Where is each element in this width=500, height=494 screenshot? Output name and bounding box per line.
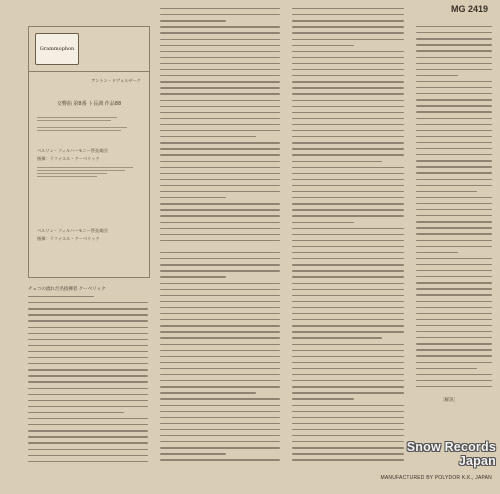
text-line [416, 215, 492, 216]
text-line [28, 333, 148, 334]
text-line [292, 234, 404, 235]
text-line [292, 307, 404, 308]
text-line [416, 282, 492, 283]
text-line [416, 343, 492, 344]
text-line [160, 130, 280, 131]
text-line [292, 337, 382, 338]
text-line [28, 327, 148, 328]
text-line [416, 154, 492, 155]
text-line [160, 32, 280, 33]
text-line [160, 331, 280, 332]
text-line [160, 209, 280, 210]
text-line [292, 283, 404, 284]
text-line [160, 173, 280, 174]
text-line [160, 20, 226, 21]
text-line [160, 435, 280, 436]
credits-block [37, 165, 141, 179]
text-line [292, 429, 404, 430]
performers-1: ベルリン・フィルハーモニー管弦楽団 [37, 148, 108, 153]
box-header [29, 27, 149, 72]
text-line [416, 26, 492, 27]
text-line [416, 87, 492, 88]
text-line [292, 417, 404, 418]
text-line [160, 453, 226, 454]
text-line [292, 350, 404, 351]
text-line [292, 57, 404, 58]
text-line [292, 453, 404, 454]
text-line [416, 166, 492, 167]
text-line [416, 203, 492, 204]
text-line [292, 69, 404, 70]
text-line [160, 154, 280, 155]
text-line [416, 301, 492, 302]
text-line [160, 57, 280, 58]
text-line [292, 148, 404, 149]
text-line [160, 405, 280, 406]
text-line [292, 240, 404, 241]
text-line [160, 63, 280, 64]
text-line [160, 362, 280, 363]
text-line [416, 172, 492, 173]
text-line [160, 234, 280, 235]
text-line [416, 368, 477, 369]
text-line [292, 81, 404, 82]
text-line [28, 345, 148, 346]
text-line [160, 87, 280, 88]
text-line [160, 319, 280, 320]
text-line [292, 20, 404, 21]
text-line [160, 14, 280, 15]
text-line [292, 167, 404, 168]
text-line [416, 331, 492, 332]
text-line [160, 106, 280, 107]
text-line [416, 264, 492, 265]
text-line [292, 270, 404, 271]
text-line [416, 307, 492, 308]
text-line [160, 289, 280, 290]
text-line [292, 136, 404, 137]
text-line [160, 179, 280, 180]
text-line [292, 154, 404, 155]
text-line [416, 142, 492, 143]
text-line [292, 197, 404, 198]
text-line [292, 435, 404, 436]
text-line [292, 252, 404, 253]
text-line [416, 349, 492, 350]
text-line [160, 203, 280, 204]
text-line [416, 185, 492, 186]
text-line [28, 424, 148, 425]
text-line [292, 100, 404, 101]
text-line [160, 356, 280, 357]
text-line [416, 288, 492, 289]
text-line [160, 228, 280, 229]
text-line [160, 411, 280, 412]
text-line [292, 411, 404, 412]
text-line [416, 252, 458, 253]
text-line [160, 148, 280, 149]
text-line [416, 319, 492, 320]
text-line [28, 449, 148, 450]
text-line [292, 173, 404, 174]
text-line [292, 191, 404, 192]
text-line [416, 63, 492, 64]
text-line [160, 191, 280, 192]
text-line [292, 215, 404, 216]
text-line [292, 362, 404, 363]
text-line [160, 258, 280, 259]
text-line [28, 436, 148, 437]
text-line [160, 185, 280, 186]
text-line [160, 301, 280, 302]
text-line [292, 246, 404, 247]
credit-label: 〔解説〕 [440, 398, 458, 403]
text-line [28, 314, 148, 315]
section-heading: チェコの流れだ名指揮者 クーベリック [28, 287, 106, 292]
text-line [416, 276, 492, 277]
text-line [28, 418, 148, 419]
text-line [416, 221, 492, 222]
label-logo: Grammophon [35, 33, 79, 65]
text-line [292, 447, 404, 448]
text-line [292, 264, 404, 265]
text-line [416, 148, 492, 149]
text-line [292, 8, 404, 9]
text-line [416, 380, 492, 381]
text-line [160, 295, 280, 296]
text-line [292, 289, 404, 290]
conductor-1: 指揮：ラファエル・クーベリック [37, 156, 100, 161]
text-line [160, 264, 280, 265]
performers-2: ベルリン・フィルハーモニー管弦楽団 [37, 228, 108, 233]
text-line [160, 136, 256, 137]
text-line [28, 369, 148, 370]
text-line [292, 203, 404, 204]
text-line [292, 228, 404, 229]
catalog-number: MG 2419 [450, 4, 488, 14]
text-line [292, 112, 404, 113]
text-line [292, 118, 404, 119]
text-line [292, 423, 404, 424]
text-line [292, 295, 404, 296]
text-line [160, 252, 280, 253]
text-line [292, 405, 404, 406]
text-line [160, 429, 280, 430]
text-line [28, 302, 148, 303]
text-line [160, 350, 280, 351]
text-line [28, 455, 148, 456]
text-line [416, 111, 492, 112]
text-line [416, 179, 492, 180]
text-line [416, 75, 458, 76]
text-line [416, 270, 492, 271]
text-line [28, 351, 148, 352]
text-line [292, 374, 404, 375]
text-line [160, 8, 280, 9]
text-line [160, 100, 280, 101]
text-line [292, 51, 404, 52]
text-line [160, 423, 280, 424]
text-line [292, 368, 404, 369]
conductor-2: 指揮：ラファエル・クーベリック [37, 236, 100, 241]
text-line [292, 325, 404, 326]
manufacturer-line: MANUFACTURED BY POLYDOR K.K., JAPAN [380, 475, 492, 481]
text-line [292, 459, 404, 460]
text-line [160, 337, 280, 338]
text-line [160, 124, 280, 125]
text-line [416, 374, 492, 375]
text-line [160, 417, 280, 418]
text-line [160, 118, 280, 119]
text-line [292, 209, 404, 210]
text-line [416, 209, 492, 210]
text-line [292, 222, 354, 223]
text-line [292, 185, 404, 186]
text-line [160, 307, 280, 308]
text-line [416, 69, 492, 70]
text-line [416, 124, 492, 125]
text-line [292, 124, 404, 125]
text-line [416, 130, 492, 131]
text-line [292, 386, 404, 387]
text-line [292, 356, 404, 357]
text-line [160, 380, 280, 381]
text-line [416, 246, 492, 247]
text-line [292, 179, 404, 180]
text-line [292, 276, 404, 277]
text-line [28, 308, 148, 309]
text-line [28, 320, 148, 321]
text-line [292, 87, 404, 88]
text-line [416, 57, 492, 58]
text-line [160, 39, 280, 40]
watermark-text: Snow Records Japan [406, 440, 496, 468]
text-line [292, 130, 404, 131]
text-line [292, 441, 404, 442]
text-line [416, 93, 492, 94]
text-line [416, 197, 492, 198]
text-line [416, 118, 492, 119]
text-line [160, 112, 280, 113]
text-line [28, 339, 148, 340]
text-line [416, 50, 492, 51]
text-line [28, 357, 148, 358]
text-line [292, 319, 404, 320]
text-line [416, 227, 492, 228]
text-line [160, 276, 226, 277]
text-line [416, 191, 477, 192]
text-line [160, 75, 280, 76]
text-line [292, 392, 404, 393]
text-line [160, 441, 280, 442]
text-line [160, 368, 280, 369]
text-line [160, 197, 226, 198]
text-line [160, 93, 280, 94]
text-line [416, 325, 492, 326]
text-line [416, 294, 492, 295]
text-line [292, 344, 404, 345]
text-line [28, 412, 124, 413]
text-line [416, 313, 492, 314]
text-line [416, 160, 492, 161]
text-line [160, 142, 280, 143]
text-line [416, 386, 492, 387]
text-line [292, 14, 404, 15]
text-line [416, 38, 492, 39]
text-line [160, 26, 280, 27]
text-line [160, 325, 280, 326]
text-line [28, 430, 148, 431]
text-line [160, 398, 280, 399]
text-line [416, 105, 492, 106]
text-line [160, 270, 280, 271]
text-line [292, 106, 404, 107]
text-line [160, 344, 280, 345]
text-line [160, 374, 280, 375]
text-line [292, 313, 404, 314]
text-line [416, 32, 492, 33]
text-line [160, 222, 280, 223]
text-line [28, 375, 148, 376]
text-line [28, 461, 148, 462]
text-line [416, 258, 492, 259]
text-line [28, 381, 148, 382]
text-line [292, 258, 404, 259]
text-line [292, 63, 404, 64]
text-line [292, 301, 404, 302]
text-line [160, 447, 280, 448]
text-line [28, 400, 148, 401]
text-line [292, 75, 404, 76]
text-line [160, 51, 280, 52]
text-line [416, 233, 492, 234]
text-line [28, 296, 94, 297]
text-line [160, 215, 280, 216]
text-line [28, 442, 148, 443]
text-line [292, 161, 382, 162]
text-line [416, 355, 492, 356]
text-line [292, 398, 354, 399]
text-line [28, 394, 148, 395]
text-line [160, 392, 256, 393]
movements-list [37, 115, 141, 133]
text-line [160, 167, 280, 168]
text-line [416, 362, 492, 363]
text-line [292, 331, 404, 332]
text-line [160, 45, 280, 46]
text-line [416, 136, 492, 137]
text-line [292, 93, 404, 94]
text-line [160, 240, 280, 241]
text-line [416, 44, 492, 45]
composer-name: アントン・ドヴォルザーク [91, 78, 141, 83]
text-line [292, 45, 354, 46]
work-title: 交響曲 第8番 ト長調 作品88 [56, 101, 122, 107]
text-line [292, 32, 404, 33]
text-line [160, 313, 280, 314]
text-line [292, 39, 404, 40]
tracklist-box [28, 26, 150, 278]
text-line [416, 99, 492, 100]
text-line [416, 81, 492, 82]
text-line [416, 240, 492, 241]
text-line [28, 388, 148, 389]
text-line [28, 406, 148, 407]
text-line [292, 142, 404, 143]
text-line [160, 81, 280, 82]
text-line [160, 161, 280, 162]
text-line [160, 459, 280, 460]
text-line [28, 363, 148, 364]
text-line [160, 69, 280, 70]
text-line [160, 386, 280, 387]
text-line [160, 283, 280, 284]
text-line [292, 380, 404, 381]
text-line [292, 26, 404, 27]
text-line [416, 337, 492, 338]
